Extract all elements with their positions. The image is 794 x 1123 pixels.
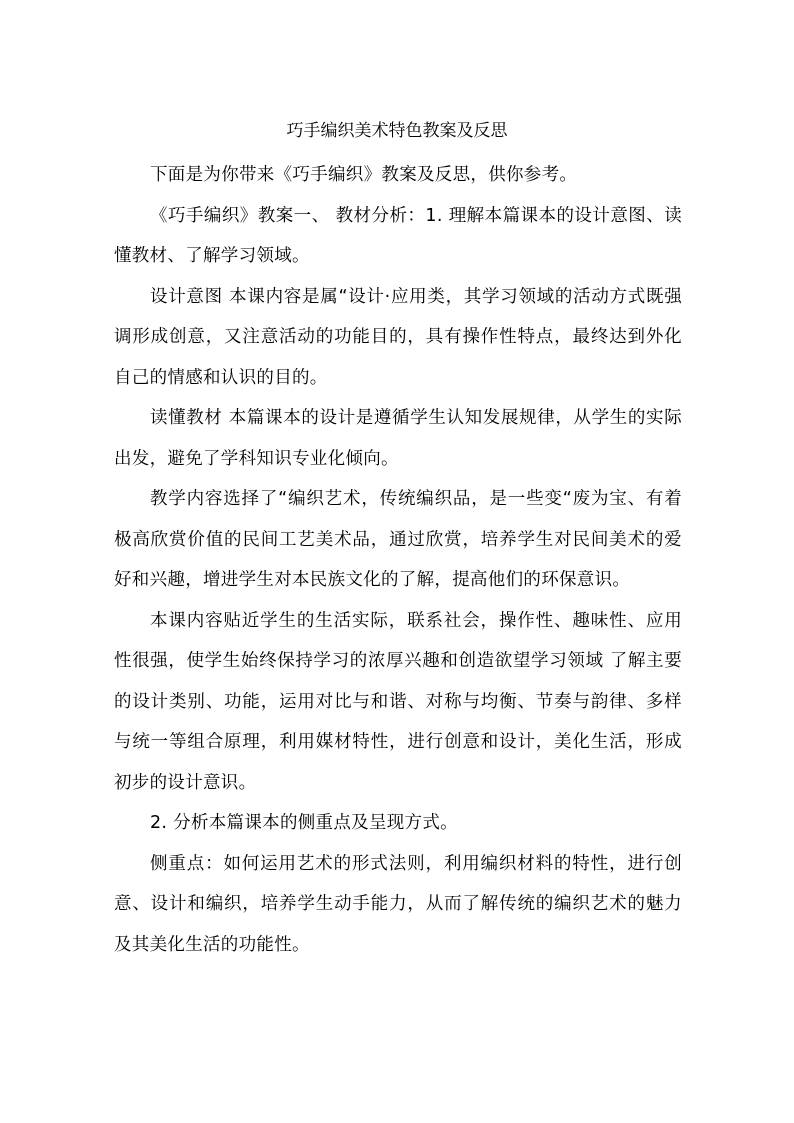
paragraph-focus-heading: 2. 分析本篇课本的侧重点及呈现方式。 [150, 813, 458, 833]
document-body [114, 155, 682, 965]
paragraph-intro: 下面是为你带来《巧手编织》教案及反思，供你参考。 [150, 165, 578, 185]
paragraph-material-analysis: 《巧手编织》教案一、 教材分析：1. 理解本篇课本的设计意图、读懂教材、了解学习领域。 [114, 205, 682, 266]
document-title: 巧手编织美术特色教案及反思 [286, 121, 508, 141]
paragraph-lesson-content: 本课内容贴近学生的生活实际，联系社会，操作性、趣味性、应用性很强，使学生始终保持学习的浓厚兴趣和创造欲望学习领域 了解主要的设计类别、功能，运用对比与和谐、对称与均衡、节奏与韵律、多样与统一等组合原理，利用媒材特性，进行创意和设计，美化生活，形成初步的设计意识。 [114, 610, 682, 793]
paragraph-focus-points: 侧重点：如何运用艺术的形式法则，利用编织材料的特性，进行创意、设计和编织，培养学生动手能力，从而了解传统的编织艺术的魅力及其美化生活的功能性。 [114, 853, 682, 955]
paragraph-reading-material: 读懂教材 本篇课本的设计是遵循学生认知发展规律，从学生的实际出发，避免了学科知识专业化倾向。 [114, 408, 682, 469]
paragraph-teaching-content: 教学内容选择了“编织艺术，传统编织品，是一些变“废为宝、有着极高欣赏价值的民间工艺美术品，通过欣赏，培养学生对民间美术的爱好和兴趣，增进学生对本民族文化的了解，提高他们的环保意识。 [114, 489, 682, 590]
paragraph-design-intent: 设计意图 本课内容是属“设计·应用类，其学习领域的活动方式既强调形成创意，又注意活动的功能目的，具有操作性特点，最终达到外化自己的情感和认识的目的。 [114, 286, 682, 388]
